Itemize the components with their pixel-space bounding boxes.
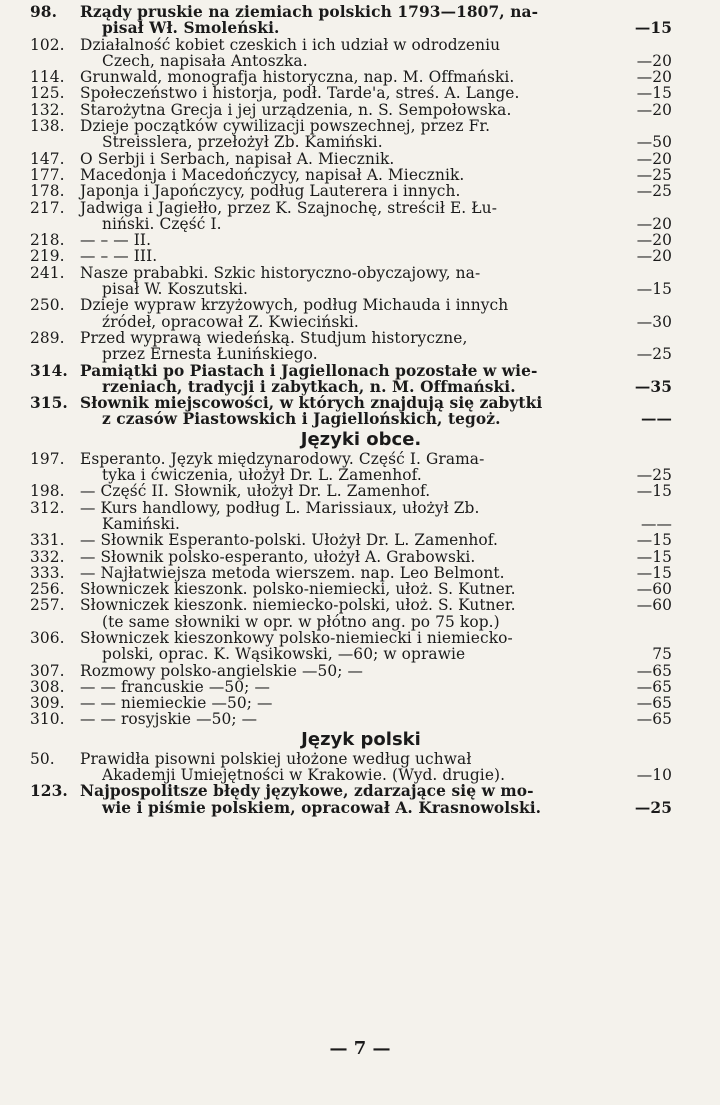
entry-number: 312.: [30, 498, 65, 517]
catalog-entry: [30, 565, 672, 581]
entry-body: [80, 102, 672, 118]
entry-text: — Słownik polsko-esperanto, ułożył A. Grabowski.: [80, 547, 476, 566]
catalog-entry: [30, 363, 672, 396]
entry-text: z czasów Piastowskich i Jagiellońskich, tegoż.: [102, 410, 501, 429]
entry-number: 219.: [30, 247, 65, 266]
catalog-entry: [30, 167, 672, 183]
entry-text: — – — III.: [80, 247, 158, 266]
entry-number: 125.: [30, 84, 65, 103]
catalog-entry: [30, 483, 672, 499]
entry-line: [80, 395, 672, 411]
entry-body: [80, 500, 672, 533]
entry-line: [80, 767, 672, 783]
entry-price: —50: [636, 133, 672, 152]
entry-text: (te same słowniki w opr. w płótno ang. po 75 kop.): [102, 612, 500, 631]
entry-line: [80, 630, 672, 646]
entry-body: [80, 597, 672, 630]
entry-body: [80, 248, 672, 264]
entry-text: Jadwiga i Jagiełło, przez K. Szajnochę, streścił E. Łu-: [80, 198, 497, 217]
entries-polish-language: [30, 751, 672, 816]
entry-number: 102.: [30, 35, 65, 54]
entry-number: 257.: [30, 596, 65, 615]
entry-body: [80, 663, 672, 679]
entry-text: — Najłatwiejsza metoda wierszem. nap. Leo Belmont.: [80, 563, 505, 582]
entry-body: [80, 183, 672, 199]
entry-text: Akademji Umiejętności w Krakowie. (Wyd. drugie).: [102, 766, 506, 785]
entry-price: —60: [636, 580, 672, 599]
entry-price: —20: [636, 214, 672, 233]
entry-line: [80, 248, 672, 264]
entry-number: 147.: [30, 149, 65, 168]
catalog-entry: [30, 4, 672, 37]
entry-number: 218.: [30, 231, 65, 250]
entry-line: [80, 183, 672, 199]
entry-text: Pamiątki po Piastach i Jagiellonach pozostałe w wie-: [80, 361, 538, 380]
entry-body: [80, 395, 672, 428]
entry-text: Słownik miejscowości, w których znajdują się zabytki: [80, 394, 543, 413]
entry-price: —20: [636, 149, 672, 168]
entry-text: Słowniczek kieszonk. niemiecko-polski, ułoż. S. Kutner.: [80, 596, 516, 615]
catalog-entry: [30, 85, 672, 101]
entry-price: —30: [636, 312, 672, 331]
entry-line: [80, 151, 672, 167]
entry-text: Grunwald, monografja historyczna, nap. M. Offmański.: [80, 68, 515, 87]
entry-body: [80, 483, 672, 499]
catalog-entry: [30, 395, 672, 428]
catalog-entry: [30, 265, 672, 298]
entry-text: — Kurs handlowy, podług L. Marissiaux, ułożył Zb.: [80, 498, 480, 517]
entry-line: [80, 216, 672, 232]
entry-line: [80, 800, 672, 816]
entry-body: [80, 167, 672, 183]
entry-text: — — rosyjskie —50; —: [80, 710, 258, 729]
entry-line: [80, 597, 672, 613]
entry-price: —25: [636, 165, 672, 184]
entry-price: —15: [636, 482, 672, 501]
entry-text: — – — II.: [80, 231, 152, 250]
entry-number: 289.: [30, 328, 65, 347]
catalog-entry: [30, 200, 672, 233]
entry-line: [80, 451, 672, 467]
entry-price: —10: [636, 766, 672, 785]
entry-line: [80, 281, 672, 297]
entry-line: [80, 346, 672, 362]
entry-line: [80, 363, 672, 379]
entry-number: 114.: [30, 68, 65, 87]
entry-price: —60: [636, 596, 672, 615]
entry-text: Słowniczek kieszonkowy polsko-niemiecki i niemiecko-: [80, 628, 513, 647]
page-number: — 7 —: [329, 1038, 391, 1059]
entry-text: — Część II. Słownik, ułożył Dr. L. Zamenhof.: [80, 482, 431, 501]
entry-body: [80, 695, 672, 711]
entry-price: —20: [636, 51, 672, 70]
entry-body: [80, 451, 672, 484]
entry-text: Czech, napisała Antoszka.: [102, 51, 308, 70]
entry-text: Przed wyprawą wiedeńską. Studjum historyczne,: [80, 328, 468, 347]
catalog-entry: [30, 451, 672, 484]
entries-history: [30, 4, 672, 428]
entry-body: [80, 630, 672, 663]
entry-number: 123.: [30, 782, 68, 801]
entry-text: Rozmowy polsko-angielskie —50; —: [80, 661, 363, 680]
entry-price: —25: [634, 798, 672, 817]
catalog-entry: [30, 581, 672, 597]
entry-line: [80, 751, 672, 767]
entry-line: [80, 53, 672, 69]
entry-price: —65: [636, 661, 672, 680]
entry-number: 132.: [30, 100, 65, 119]
entry-number: 198.: [30, 482, 65, 501]
entry-text: O Serbji i Serbach, napisał A. Miecznik.: [80, 149, 395, 168]
entry-line: [80, 314, 672, 330]
entry-line: [80, 20, 672, 36]
entry-text: Japonja i Japończycy, podług Lauterera i innych.: [80, 182, 461, 201]
entry-line: [80, 679, 672, 695]
entry-text: rzeniach, tradycji i zabytkach, n. M. Offmański.: [102, 377, 516, 396]
entry-text: polski, oprac. K. Wąsikowski, —60; w oprawie: [102, 645, 466, 664]
entry-body: [80, 330, 672, 363]
catalog-entry: [30, 500, 672, 533]
entry-line: [80, 330, 672, 346]
entry-line: [80, 265, 672, 281]
entry-text: przez Ernesta Łunińskiego.: [102, 345, 318, 364]
entry-number: 256.: [30, 580, 65, 599]
entry-line: [80, 467, 672, 483]
entry-price: 75: [652, 645, 672, 664]
entry-text: pisał W. Koszutski.: [102, 280, 249, 299]
entry-text: — — niemieckie —50; —: [80, 694, 273, 713]
entry-body: [80, 265, 672, 298]
entry-price: —20: [636, 247, 672, 266]
entry-price: ——: [641, 514, 672, 533]
entry-price: —15: [636, 563, 672, 582]
entry-number: 217.: [30, 198, 65, 217]
entry-text: Najpospolitsze błędy językowe, zdarzające się w mo-: [80, 782, 534, 801]
entry-line: [80, 102, 672, 118]
entry-line: [80, 37, 672, 53]
entry-text: Kamiński.: [102, 514, 181, 533]
catalog-entry: [30, 183, 672, 199]
entry-body: [80, 711, 672, 727]
entry-text: Starożytna Grecja i jej urządzenia, n. S. Sempołowska.: [80, 100, 512, 119]
entry-number: 310.: [30, 710, 65, 729]
entry-line: [80, 4, 672, 20]
catalog-entry: [30, 695, 672, 711]
catalog-entry: [30, 711, 672, 727]
entry-price: —20: [636, 100, 672, 119]
entry-body: [80, 4, 672, 37]
entry-number: 331.: [30, 531, 65, 550]
entry-number: 314.: [30, 361, 68, 380]
catalog-entry: [30, 663, 672, 679]
catalog-entry: [30, 151, 672, 167]
catalog-entry: [30, 751, 672, 784]
entry-number: 306.: [30, 628, 65, 647]
entry-text: Streisslera, przełożył Zb. Kamiński.: [102, 133, 383, 152]
entry-price: —25: [636, 345, 672, 364]
entry-text: Działalność kobiet czeskich i ich udział w odrodzeniu: [80, 35, 501, 54]
entry-price: —65: [636, 677, 672, 696]
entry-body: [80, 363, 672, 396]
entry-line: [80, 134, 672, 150]
entry-price: —25: [636, 466, 672, 485]
entry-text: pisał Wł. Smoleński.: [102, 19, 280, 38]
entry-line: [80, 711, 672, 727]
entry-text: Nasze prababki. Szkic historyczno-obyczajowy, na-: [80, 263, 481, 282]
entry-body: [80, 232, 672, 248]
entry-text: — Słownik Esperanto-polski. Ułożył Dr. L. Zamenhof.: [80, 531, 498, 550]
entry-line: [80, 549, 672, 565]
entry-number: 178.: [30, 182, 65, 201]
entry-price: —65: [636, 710, 672, 729]
entry-number: 309.: [30, 694, 65, 713]
catalog-entry: [30, 118, 672, 151]
entry-number: 307.: [30, 661, 65, 680]
entries-foreign-languages: [30, 451, 672, 728]
entry-line: [80, 232, 672, 248]
entry-text: wie i piśmie polskiem, opracował A. Krasnowolski.: [102, 798, 542, 817]
entry-line: [80, 411, 672, 427]
entry-price: —15: [634, 19, 672, 38]
entry-number: 250.: [30, 296, 65, 315]
entry-body: [80, 549, 672, 565]
entry-body: [80, 85, 672, 101]
entry-body: [80, 565, 672, 581]
entry-number: 197.: [30, 449, 65, 468]
catalog-entry: [30, 597, 672, 630]
catalog-entry: [30, 532, 672, 548]
entry-text: — — francuskie —50; —: [80, 677, 270, 696]
entry-line: [80, 297, 672, 313]
catalog-entry: [30, 297, 672, 330]
entry-price: —25: [636, 182, 672, 201]
entry-line: [80, 200, 672, 216]
entry-text: tyka i ćwiczenia, ułożył Dr. L. Zamenhof.: [102, 466, 422, 485]
entry-line: [80, 85, 672, 101]
entry-price: —20: [636, 68, 672, 87]
entry-text: Prawidła pisowni polskiej ułożone według uchwał: [80, 749, 472, 768]
entry-body: [80, 581, 672, 597]
entry-text: Społeczeństwo i historja, podł. Tarde'a, streś. A. Lange.: [80, 84, 520, 103]
entry-line: [80, 167, 672, 183]
catalog-entry: [30, 248, 672, 264]
entry-body: [80, 532, 672, 548]
entry-number: 50.: [30, 749, 55, 768]
entry-line: [80, 69, 672, 85]
catalog-entry: [30, 232, 672, 248]
entry-body: [80, 118, 672, 151]
entry-text: Dzieje wypraw krzyżowych, podług Michauda i innych: [80, 296, 509, 315]
entry-body: [80, 783, 672, 816]
entry-number: 138.: [30, 117, 65, 136]
section-heading-polish-language: Język polski: [301, 728, 421, 750]
entry-line: [80, 532, 672, 548]
entry-number: 332.: [30, 547, 65, 566]
entry-line: [80, 581, 672, 597]
entry-line: [80, 565, 672, 581]
entry-body: [80, 751, 672, 784]
entry-number: 315.: [30, 394, 68, 413]
entry-price: ——: [641, 410, 672, 429]
entry-text: Rządy pruskie na ziemiach polskich 1793—1807, na-: [80, 3, 539, 21]
catalog-entry: [30, 630, 672, 663]
entry-line: [80, 646, 672, 662]
entry-price: —15: [636, 84, 672, 103]
entry-body: [80, 679, 672, 695]
catalog-entry: [30, 549, 672, 565]
catalog-entry: [30, 69, 672, 85]
entry-line: [80, 663, 672, 679]
entry-number: 333.: [30, 563, 65, 582]
entry-price: —65: [636, 694, 672, 713]
section-heading-foreign-languages: Języki obce.: [300, 428, 422, 450]
entry-line: [80, 614, 672, 630]
entry-text: Esperanto. Język międzynarodowy. Część I. Grama-: [80, 449, 485, 468]
entry-body: [80, 151, 672, 167]
entry-line: [80, 783, 672, 799]
entry-number: 177.: [30, 165, 65, 184]
entry-body: [80, 297, 672, 330]
entry-text: niński. Część I.: [102, 214, 222, 233]
entry-text: Dzieje początków cywilizacji powszechnej, przez Fr.: [80, 117, 491, 136]
entry-line: [80, 118, 672, 134]
entry-body: [80, 69, 672, 85]
entry-price: —20: [636, 231, 672, 250]
entry-body: [80, 37, 672, 70]
catalog-entry: [30, 102, 672, 118]
entry-line: [80, 695, 672, 711]
entry-text: Słowniczek kieszonk. polsko-niemiecki, ułoż. S. Kutner.: [80, 580, 516, 599]
entry-line: [80, 516, 672, 532]
entry-line: [80, 500, 672, 516]
catalog-entry: [30, 679, 672, 695]
catalog-entry: [30, 37, 672, 70]
catalog-entry: [30, 330, 672, 363]
entry-text: źródeł, opracował Z. Kwieciński.: [102, 312, 359, 331]
entry-line: [80, 379, 672, 395]
entry-line: [80, 483, 672, 499]
entry-number: 241.: [30, 263, 65, 282]
catalog-entry: [30, 783, 672, 816]
entry-price: —15: [636, 547, 672, 566]
entry-number: 98.: [30, 3, 58, 21]
entry-price: —35: [634, 377, 672, 396]
entry-number: 308.: [30, 677, 65, 696]
entry-price: —15: [636, 280, 672, 299]
entry-price: —15: [636, 531, 672, 550]
entry-body: [80, 200, 672, 233]
entry-text: Macedonja i Macedończycy, napisał A. Miecznik.: [80, 165, 465, 184]
